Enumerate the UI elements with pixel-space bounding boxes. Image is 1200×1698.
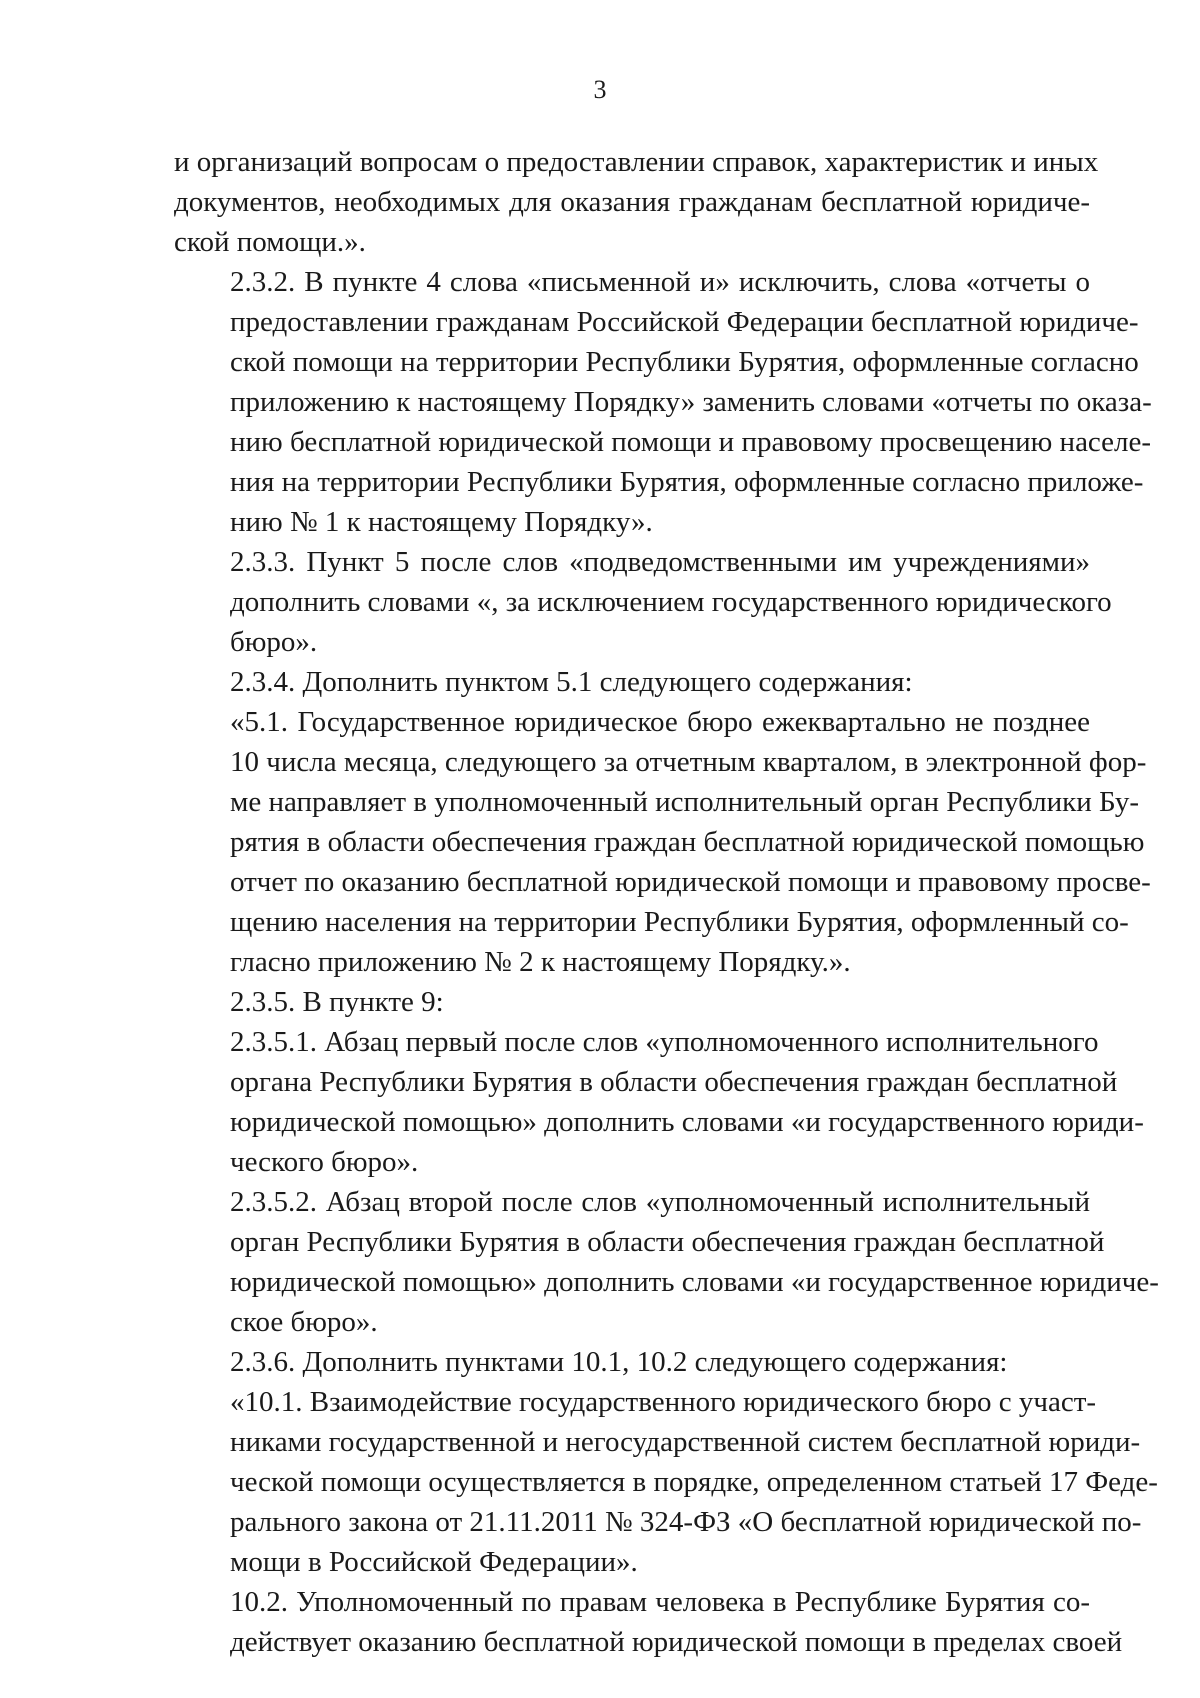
text-line: 2.3.3. Пункт 5 после слов «подведомственными им учреждениями» [230, 546, 1090, 578]
text-line: орган Республики Бурятия в области обеспечения граждан бесплатной [230, 1226, 1105, 1258]
text-line: «10.1. Взаимодействие государственного юридического бюро с участ- [230, 1386, 1097, 1418]
paragraph [174, 262, 1152, 542]
text-line: гласно приложению № 2 к настоящему Порядку.». [230, 946, 851, 978]
text-line: 2.3.5. В пункте 9: [230, 986, 444, 1018]
paragraph [174, 1022, 1144, 1182]
text-line: 2.3.2. В пункте 4 слова «письменной и» исключить, слова «отчеты о [230, 266, 1090, 298]
paragraph [174, 1382, 1158, 1582]
text-line: 2.3.4. Дополнить пунктом 5.1 следующего содержания: [230, 666, 913, 698]
text-line: ческой помощи осуществляется в порядке, определенном статьей 17 Феде- [230, 1466, 1158, 1498]
paragraph [174, 542, 1112, 662]
text-line: действует оказанию бесплатной юридической помощи в пределах своей [230, 1626, 1123, 1658]
paragraph [174, 142, 1099, 262]
paragraph [174, 1182, 1159, 1342]
paragraph [174, 662, 1090, 702]
text-line: и организаций вопросам о предоставлении справок, характеристик и иных [174, 146, 1099, 178]
paragraph [174, 1582, 1123, 1662]
text-line: мощи в Российской Федерации». [230, 1546, 638, 1578]
text-line: 2.3.5.2. Абзац второй после слов «уполномоченный исполнительный [230, 1186, 1090, 1218]
paragraph [174, 1342, 1090, 1382]
text-line: юридической помощью» дополнить словами «и государственное юридиче- [230, 1266, 1159, 1298]
text-line: ме направляет в уполномоченный исполнительный орган Республики Бу- [230, 786, 1140, 818]
text-line: нию бесплатной юридической помощи и правовому просвещению населе- [230, 426, 1152, 458]
text-line: 2.3.6. Дополнить пунктами 10.1, 10.2 следующего содержания: [230, 1346, 1008, 1378]
text-line: органа Республики Бурятия в области обеспечения граждан бесплатной [230, 1066, 1118, 1098]
text-line: приложению к настоящему Порядку» заменить словами «отчеты по оказа- [230, 386, 1152, 418]
text-line: нию № 1 к настоящему Порядку». [230, 506, 653, 538]
text-line: рятия в области обеспечения граждан бесплатной юридической помощью [230, 826, 1145, 858]
text-line: никами государственной и негосударственной систем бесплатной юриди- [230, 1426, 1141, 1458]
text-line: предоставлении гражданам Российской Федерации бесплатной юридиче- [230, 306, 1139, 338]
text-line: бюро». [230, 626, 318, 658]
text-line: ское бюро». [230, 1306, 378, 1338]
text-line: 10.2. Уполномоченный по правам человека в Республике Бурятия со- [230, 1586, 1090, 1618]
text-line: отчет по оказанию бесплатной юридической помощи и правовому просве- [230, 866, 1151, 898]
page-number: 3 [593, 75, 607, 104]
text-line: документов, необходимых для оказания гражданам бесплатной юридиче- [174, 186, 1090, 218]
document-body [174, 142, 1159, 1662]
text-line: ской помощи на территории Республики Бурятия, оформленные согласно [230, 346, 1139, 378]
text-line: юридической помощью» дополнить словами «и государственного юриди- [230, 1106, 1144, 1138]
text-line: щению населения на территории Республики Бурятия, оформленный со- [230, 906, 1129, 938]
text-line: дополнить словами «, за исключением государственного юридического [230, 586, 1112, 618]
text-line: рального закона от 21.11.2011 № 324-ФЗ «О бесплатной юридической по- [230, 1506, 1142, 1538]
text-line: «5.1. Государственное юридическое бюро ежеквартально не позднее [230, 706, 1090, 738]
paragraph [174, 982, 1090, 1022]
paragraph [174, 702, 1151, 982]
text-line: 2.3.5.1. Абзац первый после слов «уполномоченного исполнительного [230, 1026, 1099, 1058]
text-line: ческого бюро». [230, 1146, 419, 1178]
text-line: ской помощи.». [174, 226, 366, 258]
text-line: ния на территории Республики Бурятия, оформленные согласно приложе- [230, 466, 1144, 498]
text-line: 10 числа месяца, следующего за отчетным кварталом, в электронной фор- [230, 746, 1147, 778]
